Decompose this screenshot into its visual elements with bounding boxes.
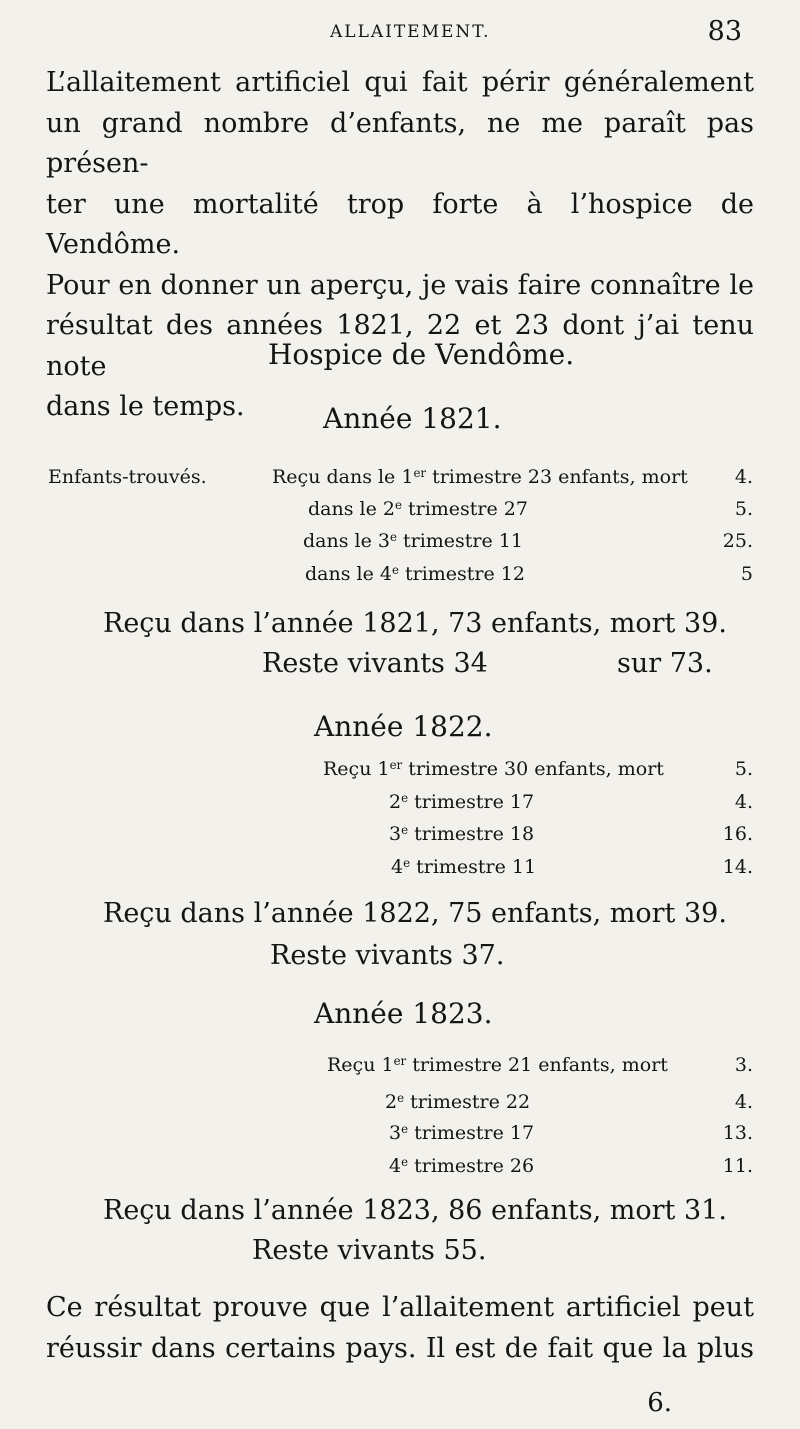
row-1821-q3: dans le 3e trimestre 11: [303, 530, 523, 552]
total-1823: Reçu dans l’année 1823, 86 enfants, mort 31.: [103, 1195, 727, 1226]
text-line: ter une mortalité trop forte à l’hospice de Vendôme.: [46, 188, 754, 260]
mort-1823-q3: 13.: [722, 1122, 753, 1144]
survivors-1822: Reste vivants 37.: [270, 940, 505, 971]
conclusion-paragraph: [46, 1288, 754, 1369]
row-1821-q1: Reçu dans le 1er trimestre 23 enfants, mort: [272, 466, 688, 488]
mort-1822-q2: 4.: [734, 791, 753, 813]
text-line: réussir dans certains pays. Il est de fait que la plus: [46, 1332, 754, 1364]
year-1821-title: Année 1821.: [323, 402, 502, 435]
mort-1821-q2: 5.: [734, 498, 753, 520]
intro-paragraph: [46, 63, 754, 428]
mort-1823-q2: 4.: [734, 1091, 753, 1113]
row-1822-q4: 4e trimestre 11: [391, 856, 537, 878]
row-1823-q3: 3e trimestre 17: [389, 1122, 535, 1144]
category-label: Enfants-trouvés.: [48, 466, 207, 488]
page-number: 83: [707, 16, 742, 47]
text-line: un grand nombre d’enfants, ne me paraît pas présen-: [46, 107, 754, 179]
mort-1821-q3: 25.: [722, 530, 753, 552]
text-line: Pour en donner un aperçu, je vais faire connaître le: [46, 269, 754, 301]
mort-1822-q4: 14.: [722, 856, 753, 878]
text-line: L’allaitement artificiel qui fait périr généralement: [46, 67, 754, 98]
mort-1822-q3: 16.: [722, 823, 753, 845]
row-1823-q4: 4e trimestre 26: [389, 1155, 535, 1177]
row-1823-q2: 2e trimestre 22: [385, 1091, 531, 1113]
signature-mark: 6.: [647, 1388, 672, 1418]
mort-1823-q4: 11.: [722, 1155, 753, 1177]
mort-1821-q4: 5: [740, 563, 753, 585]
row-1822-q1: Reçu 1er trimestre 30 enfants, mort: [323, 758, 664, 780]
mort-1822-q1: 5.: [734, 758, 753, 780]
row-1821-q2: dans le 2e trimestre 27: [308, 498, 528, 520]
survivors-of-1821: sur 73.: [617, 648, 713, 679]
year-1823-title: Année 1823.: [314, 997, 493, 1030]
year-1822-title: Année 1822.: [314, 710, 493, 743]
total-1822: Reçu dans l’année 1822, 75 enfants, mort 39.: [103, 898, 727, 929]
text-line: résultat des années 1821, 22 et 23 dont j’ai tenu note: [46, 310, 754, 382]
running-title: ALLAITEMENT.: [330, 22, 491, 42]
hospice-title: Hospice de Vendôme.: [268, 338, 575, 371]
row-1823-q1: Reçu 1er trimestre 21 enfants, mort: [327, 1054, 668, 1076]
row-1822-q3: 3e trimestre 18: [389, 823, 535, 845]
row-1822-q2: 2e trimestre 17: [389, 791, 535, 813]
mort-1821-q1: 4.: [734, 466, 753, 488]
text-line: Ce résultat prouve que l’allaitement artificiel peut: [46, 1292, 754, 1323]
total-1821: Reçu dans l’année 1821, 73 enfants, mort 39.: [103, 608, 727, 639]
row-1821-q4: dans le 4e trimestre 12: [305, 563, 525, 585]
mort-1823-q1: 3.: [734, 1054, 753, 1076]
survivors-1823: Reste vivants 55.: [252, 1235, 487, 1266]
survivors-1821: Reste vivants 34: [262, 648, 488, 679]
text-line: dans le temps.: [46, 391, 245, 422]
